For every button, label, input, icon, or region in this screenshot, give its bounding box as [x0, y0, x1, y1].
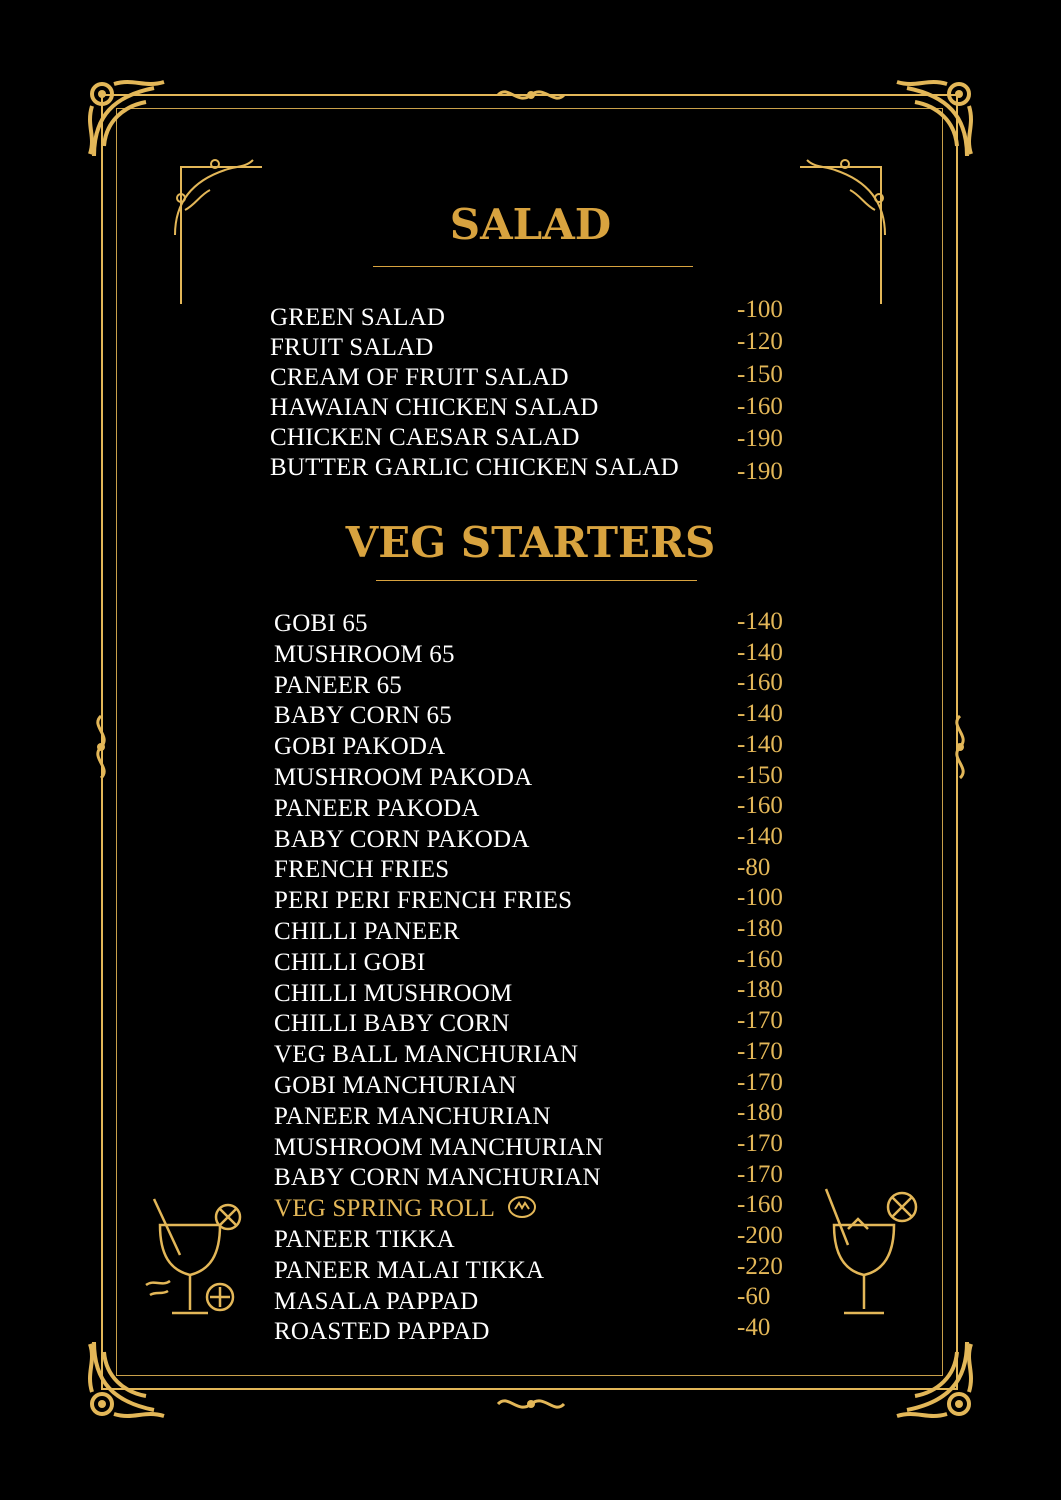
menu-item-price: -160: [737, 392, 783, 420]
menu-item-price: -160: [737, 792, 783, 820]
menu-item-name: PANEER MALAI TIKKA: [274, 1256, 545, 1284]
menu-item-price: -160: [737, 1191, 783, 1219]
ornate-corner-icon: [887, 76, 977, 166]
menu-item-price: -170: [737, 1160, 783, 1188]
menu-item-price: -180: [737, 1099, 783, 1127]
menu-item-name: FRENCH FRIES: [274, 856, 450, 884]
menu-item: [270, 364, 569, 392]
menu-item-name: CHILLI MUSHROOM: [274, 979, 513, 1007]
menu-item: [274, 1318, 490, 1346]
menu-item-price: -180: [737, 976, 783, 1004]
menu-item-price: -140: [737, 822, 783, 850]
menu-item-name: CREAM OF FRUIT SALAD: [270, 364, 569, 391]
menu-item-price: -120: [737, 328, 783, 356]
menu-item-name: MUSHROOM 65: [274, 640, 455, 668]
menu-item-name: FRUIT SALAD: [270, 334, 434, 361]
menu-item: [274, 1072, 517, 1100]
salad-item-list: [270, 304, 710, 494]
menu-item: [274, 887, 572, 915]
menu-item-price: -200: [737, 1222, 783, 1249]
menu-item: [274, 856, 449, 884]
menu-item: [270, 424, 580, 452]
menu-item: [274, 1103, 551, 1131]
menu-item-name: PANEER TIKKA: [274, 1226, 455, 1253]
menu-item-name: PANEER MANCHURIAN: [274, 1102, 551, 1130]
menu-item: [274, 1195, 537, 1226]
menu-item: [274, 918, 460, 946]
menu-item-price: -40: [737, 1314, 771, 1342]
menu-item-price: -170: [737, 1068, 783, 1096]
menu-item: [270, 394, 599, 422]
flourish-icon: [494, 84, 568, 106]
menu-item: [270, 454, 679, 482]
veg-starters-item-list: [274, 610, 714, 1350]
menu-item: [274, 795, 480, 823]
menu-item-name: PANEER PAKODA: [274, 794, 480, 822]
menu-item: [274, 1164, 601, 1192]
chef-special-icon: [507, 1195, 537, 1226]
menu-item-name: CHICKEN CAESAR SALAD: [270, 424, 580, 451]
menu-item-name: BABY CORN 65: [274, 702, 452, 730]
menu-item: [274, 826, 530, 854]
menu-item-price: -190: [737, 425, 783, 453]
menu-item: [274, 610, 368, 638]
menu-item-price: -170: [737, 1037, 783, 1065]
menu-item-price: -140: [737, 700, 783, 728]
menu-item-name: ROASTED PAPPAD: [274, 1318, 490, 1346]
menu-item-price: -100: [737, 884, 783, 912]
menu-item: [274, 949, 425, 977]
menu-item: [274, 764, 532, 792]
menu-item-name: CHILLI PANEER: [274, 918, 460, 945]
menu-item-name: VEG SPRING ROLL: [274, 1195, 496, 1223]
menu-item: [270, 334, 434, 362]
menu-item-name: PERI PERI FRENCH FRIES: [274, 887, 573, 915]
menu-item-price: -100: [737, 296, 783, 323]
menu-item: [274, 733, 445, 761]
menu-item-price: -170: [737, 1129, 783, 1157]
section-title-salad: SALAD: [449, 200, 612, 249]
menu-item-price: -190: [737, 457, 783, 485]
menu-item-price: -80: [737, 853, 771, 881]
menu-item-name: PANEER 65: [274, 671, 402, 699]
menu-item-price: -150: [737, 761, 783, 789]
menu-item-name: BABY CORN MANCHURIAN: [274, 1164, 601, 1192]
menu-item-name: CHILLI BABY CORN: [274, 1010, 510, 1038]
menu-item-name: VEG BALL MANCHURIAN: [274, 1041, 579, 1069]
menu-item-price: -150: [737, 360, 783, 388]
menu-item: [274, 980, 512, 1008]
menu-item-price: -180: [737, 915, 783, 942]
menu-item-price: -160: [737, 945, 783, 973]
menu-item-price: -140: [737, 608, 783, 635]
veg-starters-price-list: [737, 608, 817, 1348]
flourish-icon: [949, 712, 971, 782]
menu-item-name: GOBI PAKODA: [274, 733, 446, 761]
menu-item: [274, 1010, 510, 1038]
menu-item-price: -140: [737, 638, 783, 666]
flourish-icon: [90, 712, 112, 782]
menu-item-name: CHILLI GOBI: [274, 948, 426, 976]
menu-item-name: MASALA PAPPAD: [274, 1287, 479, 1315]
menu-item: [270, 304, 445, 332]
menu-item-name: GOBI MANCHURIAN: [274, 1072, 517, 1099]
menu-item-price: -220: [737, 1252, 783, 1280]
menu-item: [274, 641, 455, 669]
menu-item-price: -170: [737, 1007, 783, 1035]
menu-item-price: -140: [737, 730, 783, 758]
menu-item: [274, 1257, 544, 1285]
menu-item: [274, 672, 402, 700]
menu-item-name: MUSHROOM MANCHURIAN: [274, 1133, 604, 1161]
title-underline: [376, 580, 697, 581]
menu-item-price: -60: [737, 1283, 771, 1311]
menu-item-name: MUSHROOM PAKODA: [274, 764, 533, 791]
section-title-veg-starters: VEG STARTERS: [345, 518, 716, 567]
menu-item-name: GREEN SALAD: [270, 304, 446, 331]
ornate-corner-icon: [84, 1332, 174, 1422]
menu-item-name: GOBI 65: [274, 610, 368, 637]
menu-item-name: BUTTER GARLIC CHICKEN SALAD: [270, 454, 679, 481]
menu-item-price: -160: [737, 669, 783, 697]
title-underline: [373, 266, 693, 267]
menu-item: [274, 702, 452, 730]
menu-item: [274, 1134, 604, 1162]
menu-item: [274, 1288, 478, 1316]
menu-item-name: HAWAIAN CHICKEN SALAD: [270, 394, 599, 421]
cocktail-glass-icon: [818, 1185, 928, 1325]
menu-item: [274, 1041, 578, 1069]
menu-item-name: BABY CORN PAKODA: [274, 825, 530, 853]
cocktail-glass-icon: [140, 1195, 250, 1325]
flourish-icon: [494, 1393, 568, 1415]
salad-price-list: [737, 296, 817, 486]
ornate-corner-icon: [887, 1332, 977, 1422]
menu-item: [274, 1226, 455, 1254]
ornate-corner-icon: [84, 76, 174, 166]
